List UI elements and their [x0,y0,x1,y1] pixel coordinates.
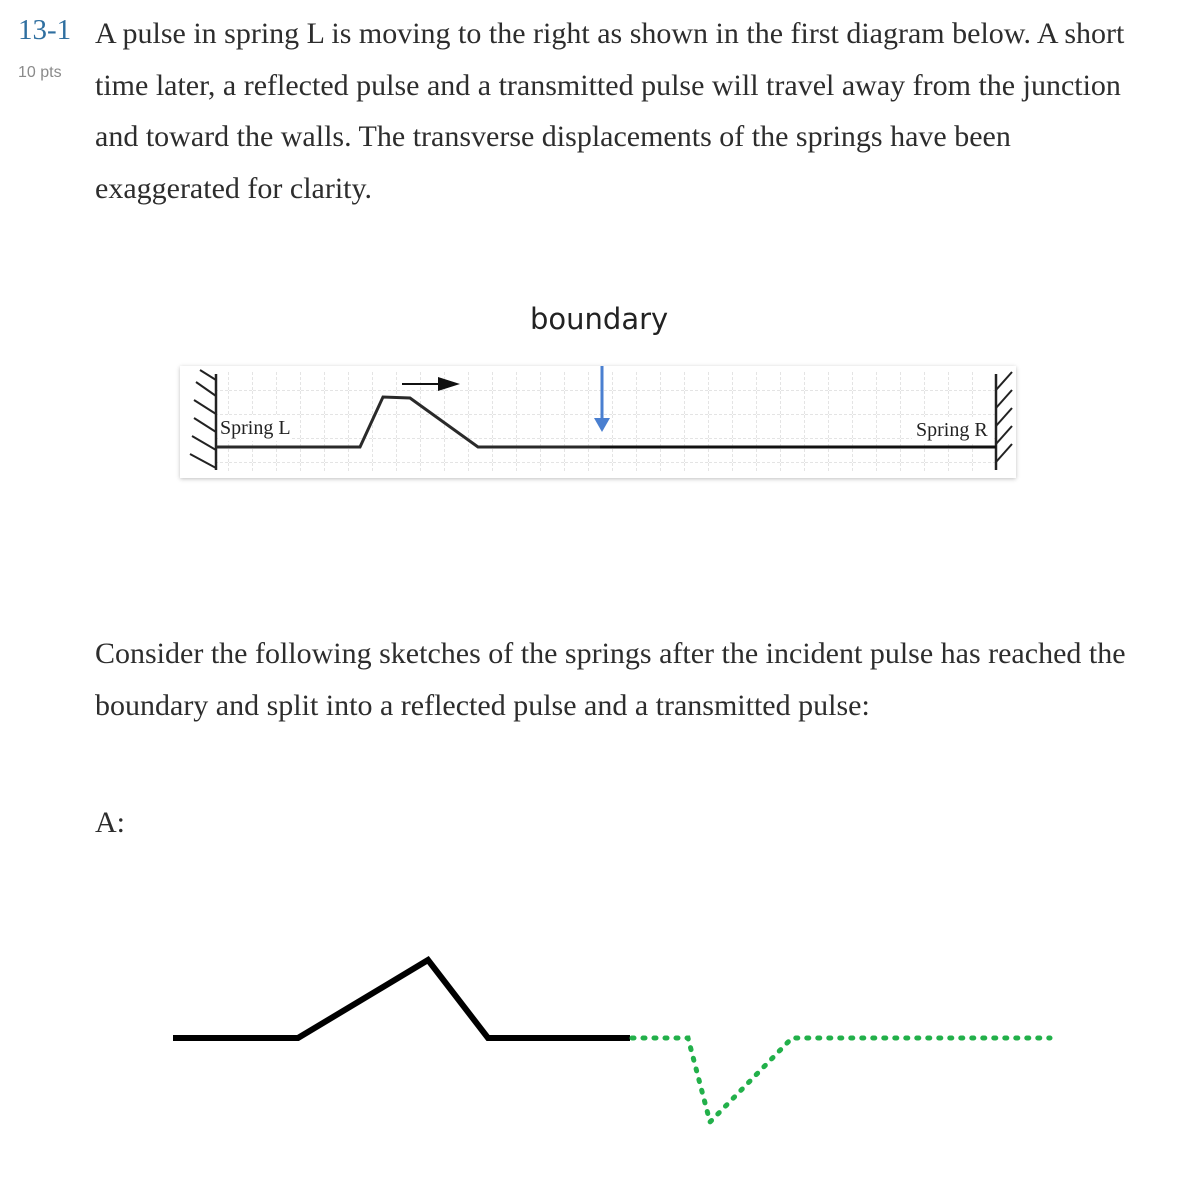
question-number: 13-1 [18,14,72,46]
spring-diagram-svg [180,366,1016,478]
question-intro-text: A pulse in spring L is moving to the right as shown in the first diagram below. A short time later, a reflected pulse and a transmitted pulse will travel away from the junction and toward the walls. The transverse displacements of the springs have been exaggerated for clarity. [95,17,1125,205]
transmitted-pulse-line [632,1038,1050,1122]
right-wall [996,372,1012,470]
option-a-sketch-svg [160,940,1060,1140]
spring-r-label: Spring R [916,419,988,441]
question-points: 10 pts [18,64,62,81]
spring-diagram [180,366,1016,478]
option-a-label: A: [95,806,125,839]
consider-text: Consider the following sketches of the springs after the incident pulse has reached the boundary and split into a reflected pulse and a transmitted pulse: [95,637,1126,722]
spring-l-label: Spring L [220,417,291,439]
left-wall [190,370,216,470]
reflected-pulse-line [173,960,630,1038]
boundary-label: boundary [530,302,669,336]
option-a-sketch [160,940,1060,1145]
